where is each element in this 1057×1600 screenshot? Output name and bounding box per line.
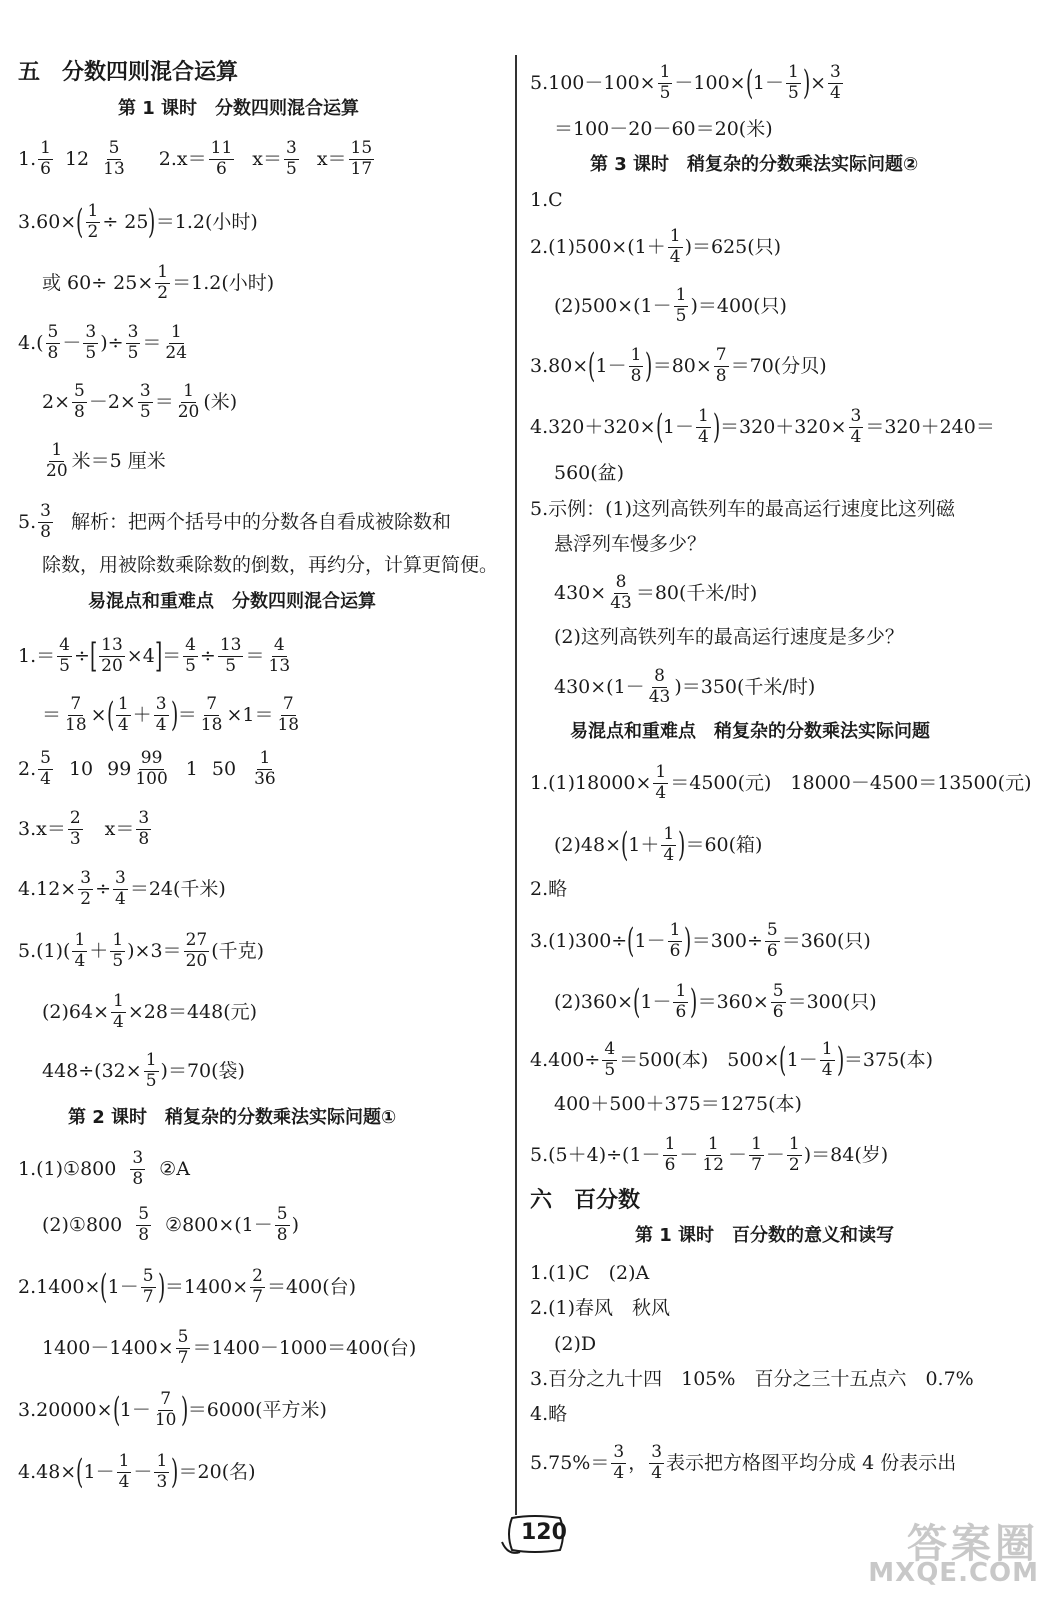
answer-line: 5.示例：(1)这列高铁列车的最高运行速度比这列磁 [530,498,956,520]
answer-line: 430×(1－ 8 43 )＝350(千米/时) [554,666,816,707]
answer-line: 3.x＝ 2 3 x＝ 3 8 [18,808,150,849]
fraction: 1 4 [118,1451,130,1492]
fraction: $\frac{3}{5}$ [127,322,139,363]
section-title: 易混点和重难点 分数四则混合运算 [88,591,376,612]
fraction: $\frac{13}{5}$ [219,635,242,676]
watermark-text: 答案圈 [907,1521,1039,1567]
answer-line: 3.百分之九十四 105% 百分之三十五点六 0.7% [530,1368,974,1390]
answer-line: 3.60× ( $\frac{1}{2}$ ÷ 25 ) ＝1.2(小时) [18,201,258,243]
answer-line: 5.(5＋4)÷(1－ 1 6 － 1 12 － 1 7 － 1 2 )＝84(岁) [530,1134,889,1175]
answer-line: 2.1400× ( 1－ 5 7 ) ＝1400× $\frac{2}{7}$ ＝400(台) [18,1266,357,1308]
answer-line: 1. 1 6 12 5 13 2.x＝ 11 6 x＝ 3 5 x＝ 15 17 [18,138,373,179]
fraction: 1 20 [46,440,68,481]
fraction: $\frac{4}{5}$ [185,635,196,676]
answer-line: 5.(1)( 1 4 ＋ 1 5 )×3＝ 27 20 (千克) [18,930,265,971]
answer-line: (2)64× $\frac{1}{4}$ ×28＝448(元) [42,991,258,1032]
fraction: $\frac{1}{5}$ [659,62,671,103]
answer-line: (2)48× ( 1＋ 1 4 ) ＝60(箱) [554,824,763,866]
answer-line: ＝100－20－60＝20(米) [554,118,773,140]
fraction: 3 4 [155,694,167,735]
answer-line: 400＋500＋375＝1275(本) [554,1093,802,1115]
chapter-title: 六 百分数 [530,1188,641,1213]
answer-line: 1400－1400× $\frac{5}{7}$ ＝1400－1000＝400(台) [42,1327,417,1368]
watermark [849,1512,1039,1592]
fraction: 1 4 [669,226,681,267]
answer-line: 5. 3 8 解析：把两个括号中的分数各自看成被除数和 [18,501,451,542]
page-number-badge [498,1512,570,1558]
answer-line: 4.48× ( 1－ 1 4 － 1 3 ) ＝20(名) [18,1451,256,1493]
answer-line: 2.(1)春风 秋风 [530,1297,671,1319]
fraction: 8 43 [648,666,671,707]
fraction: 1 4 [697,406,709,447]
fraction: 99 100 [135,748,168,789]
answer-line: (2)D [554,1333,597,1355]
fraction: $\frac{3}{4}$ [114,868,126,909]
page-number: 120 [521,1520,567,1545]
answer-line: (2)这列高铁列车的最高运行速度是多少？ [554,626,904,648]
lesson-title: 第 3 课时 稍复杂的分数乘法实际问题② [590,154,919,175]
fraction: $\frac{5}{8}$ [74,381,85,422]
fraction: 1 6 [669,920,681,961]
answer-line: 4.略 [530,1403,568,1425]
answer-line: 3.20000× ( 1－ 7 10 ) ＝6000(平方米) [18,1389,327,1431]
fraction: 1 4 [663,824,675,865]
answer-line: 5.100－100× $\frac{1}{5}$ －100× ( 1－ 1 5 ) × $\frac{3}{4}$ [530,62,841,104]
answer-line: 1.C [530,189,563,211]
fraction: 5 7 [142,1266,154,1307]
answer-line: 4.320＋320× ( 1－ 1 4 ) ＝320＋320× $\frac{3}{4}$ ＝320＋240＝ [530,406,995,448]
fraction: 1 6 [675,981,687,1022]
answer-line: (2)①800 5 8 ②800×(1－ 5 8 ) [42,1204,300,1245]
fraction: 3 4 [651,1442,663,1483]
fraction: 1 5 [675,285,687,326]
fraction: 1 4 [117,694,129,735]
fraction: 2 3 [69,808,81,849]
fraction: $\frac{4}{5}$ [59,635,70,676]
fraction: 7 18 [277,694,300,735]
fraction: $\frac{1}{2}$ [157,262,169,303]
fraction: $\frac{13}{20}$ [101,635,123,676]
fraction: 3 4 [613,1442,625,1483]
right-column [530,0,1040,1600]
fraction: $\frac{2}{7}$ [252,1266,263,1307]
lesson-title: 第 1 课时 百分数的意义和读写 [635,1225,895,1246]
answer-line: 4.( 5 8 － 3 5 )÷ $\frac{3}{5}$ ＝ 1 24 [18,322,188,363]
answer-line: 或 60÷ 25× $\frac{1}{2}$ ＝1.2(小时) [42,262,275,303]
watermark-url: MXQE.COM [868,1558,1039,1588]
answer-line: 3.(1)300÷ ( 1－ 1 6 ) ＝300÷ $\frac{5}{6}$ ＝360(只) [530,920,871,962]
fraction: 1 6 [40,138,51,179]
answer-line: 430× $\frac{8}{43}$ ＝80(千米/时) [554,572,758,613]
chapter-title: 五 分数四则混合运算 [18,60,239,85]
fraction: $\frac{3}{4}$ [829,62,841,103]
answer-line: 1.(1)C (2)A [530,1262,650,1284]
fraction: 27 20 [185,930,208,971]
fraction: 7 10 [154,1389,177,1430]
answer-line: 悬浮列车慢多少？ [554,533,707,555]
fraction: 1 4 [74,930,86,971]
left-column [18,0,498,1600]
section-title: 易混点和重难点 稍复杂的分数乘法实际问题 [570,721,930,742]
fraction: 1 3 [156,1451,168,1492]
fraction: $\frac{5}{6}$ [766,920,778,961]
answer-line: 2.(1)500×(1＋ 1 4 )＝625(只) [530,226,782,267]
answer-line: 4.12× $\frac{3}{2}$ ÷ $\frac{3}{4}$ ＝24(千米) [18,868,226,909]
fraction: 5 8 [47,322,59,363]
fraction: $\frac{3}{2}$ [80,868,92,909]
fraction: $\frac{8}{43}$ [610,572,632,613]
fraction: 1 12 [702,1134,725,1175]
fraction: 3 5 [286,138,297,179]
fraction: 3 8 [132,1148,144,1189]
answer-line: 1.(1)①800 3 8 ②A [18,1148,190,1189]
fraction: $\frac{5}{7}$ [177,1327,189,1368]
answer-line: ＝ $\frac{7}{18}$ × ( 1 4 ＋ 3 4 ) ＝ $\frac{7}{18}$ ×1＝ 7 18 [42,694,300,736]
lesson-title: 第 1 课时 分数四则混合运算 [118,98,360,119]
fraction: 1 4 [821,1039,833,1080]
fraction: $\frac{1}{4}$ [113,991,124,1032]
fraction: $\frac{1}{2}$ [87,201,99,242]
fraction: 15 17 [350,138,373,179]
fraction: 1 36 [254,748,276,789]
fraction: 1 8 [630,345,642,386]
answer-line: 1.(1)18000× $\frac{1}{4}$ ＝4500(元) 18000－4500＝13500(元) [530,762,1032,803]
answer-line: 448÷(32× $\frac{1}{5}$ )＝70(袋) [42,1050,245,1091]
answer-line: 5.75%＝ 3 4 ， 3 4 表示把方格图平均分成 4 份表示出 [530,1442,957,1483]
answer-line: 560(盆) [554,462,625,484]
answer-line: (2)500×(1－ 1 5 )＝400(只) [554,285,787,326]
lesson-title: 第 2 课时 稍复杂的分数乘法实际问题① [68,1107,397,1128]
fraction: 4 13 [268,635,291,676]
answer-line: 1.＝ $\frac{4}{5}$ ÷ [ $\frac{13}{20}$ ×4 ] ＝ $\frac{4}{5}$ ÷ $\frac{13}{5}$ ＝ 4 13 [18,635,291,677]
fraction: $\frac{1}{4}$ [655,762,667,803]
answer-line: (2)360× ( 1－ 1 6 ) ＝360× $\frac{5}{6}$ ＝300(只) [554,981,877,1023]
fraction: 5 4 [40,748,51,789]
fraction: $\frac{3}{4}$ [850,406,862,447]
answer-line: 4.400÷ $\frac{4}{5}$ ＝500(本) 500× ( 1－ 1 4 ) ＝375(本) [530,1039,933,1081]
fraction: 3 8 [138,808,150,849]
answer-line: 1 20 米＝5 厘米 [46,440,166,481]
answer-line: 2× $\frac{5}{8}$ －2× $\frac{3}{5}$ ＝ 1 20 (米) [42,381,238,422]
fraction: $\frac{3}{5}$ [139,381,151,422]
fraction: 1 5 [787,62,799,103]
fraction: $\frac{7}{18}$ [200,694,223,735]
fraction: 5 8 [276,1204,288,1245]
fraction: 1 5 [112,930,124,971]
answer-line: 3.80× ( 1－ 1 8 ) ＝80× $\frac{7}{8}$ ＝70(分贝) [530,345,827,387]
fraction: 1 20 [177,381,200,422]
fraction: $\frac{7}{18}$ [65,694,87,735]
column-divider [515,55,517,1515]
fraction: 3 8 [40,501,51,542]
fraction: 5 8 [138,1204,150,1245]
fraction: $\frac{5}{6}$ [772,981,784,1022]
fraction: 1 2 [788,1134,800,1175]
answer-line: 除数，用被除数乘除数的倒数，再约分，计算更简便。 [42,554,499,576]
fraction: 11 6 [210,138,233,179]
fraction: $\frac{1}{5}$ [145,1050,157,1091]
answer-line: 2.略 [530,878,568,900]
fraction: 1 24 [165,322,188,363]
fraction: 1 7 [751,1134,762,1175]
fraction: 1 6 [664,1134,676,1175]
fraction: 3 5 [85,322,97,363]
fraction: $\frac{7}{8}$ [715,345,727,386]
answer-line: 2. 5 4 10 99 99 100 1 50 1 36 [18,748,276,789]
fraction: 5 13 [103,138,125,179]
fraction: $\frac{4}{5}$ [604,1039,616,1080]
